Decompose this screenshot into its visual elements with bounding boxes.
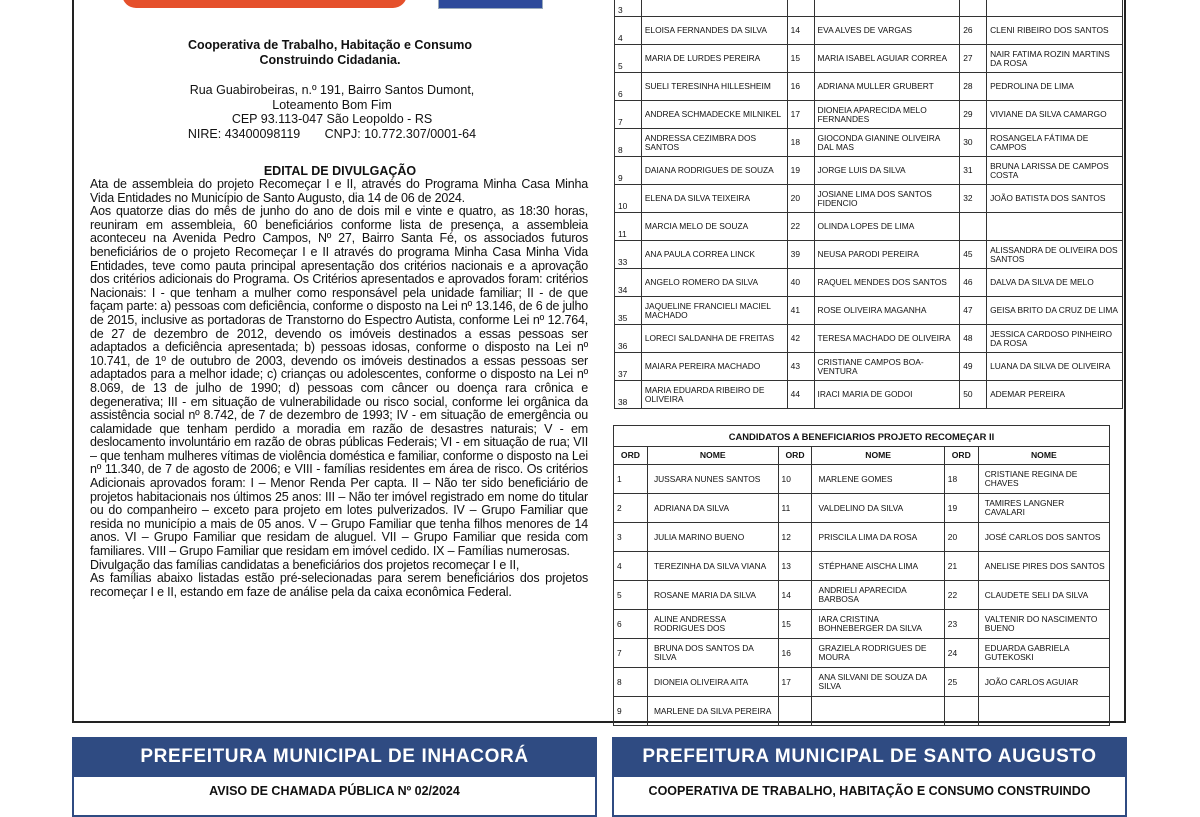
ord-cell: 5: [614, 581, 648, 610]
ord-cell: 18: [787, 129, 814, 157]
ord-cell: 15: [778, 610, 812, 639]
ord-cell: 37: [615, 353, 642, 381]
ord-cell: 29: [960, 101, 987, 129]
name-cell: LUANA DA SILVA DE OLIVEIRA: [987, 353, 1123, 381]
ord-cell: 41: [787, 297, 814, 325]
ord-cell: 3: [615, 0, 642, 17]
ord-cell: 19: [787, 157, 814, 185]
table-row: [614, 581, 1110, 610]
beneficiaries-table-recomecar-2: [613, 425, 1110, 726]
ord-cell: 45: [960, 241, 987, 269]
inhacora-banner: PREFEITURA MUNICIPAL DE INHACORÁ: [72, 737, 597, 777]
ord-cell: [960, 0, 987, 17]
name-cell: PEDROLINA DE LIMA: [987, 73, 1123, 101]
name-cell: ALISSANDRA DE OLIVEIRA DOS SANTOS: [987, 241, 1123, 269]
name-cell: JESSICA CARDOSO PINHEIRO DA ROSA: [987, 325, 1123, 353]
name-cell: EVA ALVES DE VARGAS: [814, 17, 960, 45]
name-cell: ANA PAULA CORREA LINCK: [641, 241, 787, 269]
coop-name-line2: Construindo Cidadania.: [259, 53, 401, 67]
table-row: [615, 325, 1123, 353]
ord-cell: 22: [787, 213, 814, 241]
name-cell: PRISCILA LIMA DA ROSA: [812, 523, 944, 552]
ord-cell: 8: [615, 129, 642, 157]
ord-cell: 14: [787, 17, 814, 45]
name-cell: [987, 0, 1123, 17]
name-cell: MARIA EDUARDA RIBEIRO DE OLIVEIRA: [641, 381, 787, 409]
ord-cell: 31: [960, 157, 987, 185]
ord-cell: 3: [614, 523, 648, 552]
ord-cell: 21: [944, 552, 978, 581]
santo-augusto-notice-box: [612, 777, 1127, 817]
table-row: [614, 668, 1110, 697]
edital-body: [90, 178, 588, 599]
name-cell: CLAUDETE SELI DA SILVA: [978, 581, 1109, 610]
ord-cell: 20: [787, 185, 814, 213]
ord-cell: 33: [615, 241, 642, 269]
table-row: [615, 213, 1123, 241]
beneficiaries-table-recomecar-1: [614, 0, 1123, 409]
ord-cell: 10: [615, 185, 642, 213]
ord-cell: 14: [778, 581, 812, 610]
ord-cell: 36: [615, 325, 642, 353]
ord-cell: 27: [960, 45, 987, 73]
ord-cell: 16: [787, 73, 814, 101]
name-cell: JULIA MARINO BUENO: [647, 523, 778, 552]
name-cell: GRAZIELA RODRIGUES DE MOURA: [812, 639, 944, 668]
ord-cell: 16: [778, 639, 812, 668]
ord-cell: 7: [615, 101, 642, 129]
table-header-row: [614, 447, 1110, 465]
name-cell: TAMIRES LANGNER CAVALARI: [978, 494, 1109, 523]
address-line: Loteamento Bom Fim: [272, 97, 392, 112]
table-row: [615, 269, 1123, 297]
table-row: [614, 639, 1110, 668]
address-line: NIRE: 43400098119 CNPJ: 10.772.307/0001-64: [187, 127, 477, 142]
edital-paragraph: Aos quatorze dias do mês de junho do ano de dois mil e vinte e quatro, as 18:30 horas, reuniram em assembleia, 60 beneficiários conforme lista de presença, a assembleia aconteceu na Avenida Pedro Campos, Nº 27, Bairro Santa Fé, os associados futuros beneficiários de o projeto Recomeçar I e II através do programa Minha Casa Minha Vida Entidades, teve como pauta principal apresentação dos critérios nacionais e a aprovação dos critérios adicionais do Programa. Os Critérios apresentados e aprovados foram: critérios Nacionais: I - que tenham a mulher como responsável pela unidade familiar; II - de que façam parte: a) pessoas com deficiência, conforme o disposto na Lei nº 13.146, de 6 de julho de 2015, inclusive as portadoras de Transtorno do Espectro Autista, conforme Lei nº 12.764, de 27 de dezembro de 2012, devendo os imóveis destinados a essas pessoas ser adaptados a deficiência apresentada; b) pessoas idosas, conforme o disposto na Lei nº 10.741, de 1º de outubro de 2003, devendo os imóveis destinados a essas pessoas ser adaptados para a melhor idade; c) crianças ou adolescentes, conforme o disposto na Lei nº 8.069, de 13 de julho de 1990; d) pessoas com câncer ou doença rara crônica e degenerativa; III - em situação de vulnerabilidade ou risco social, conforme lei orgânica da assistência social nº 8.742, de 7 de dezembro de 1993; IV - em situação de emergência ou calamidade que tenham perdido a moradia em razão de desastres naturais; V - em deslocamento involuntário em razão de obras públicas Federais; VI - em situação de rua; VII – que tenham mulheres vítimas de violência doméstica e familiar, conforme o disposto na Lei nº 11.340, de 7 de agosto de 2006; e VIII - famílias residentes em área de risco. Os critérios Adicionais aprovados foram: I – Menor Renda Per capta. II – Não ter sido beneficiário de projetos habitacionais nos últimos 25 anos: III – Não ter imóvel registrado em nome do titular ou do companheiro – exceto para projeto em lotes pulverizados. IV – Grupo Familiar que resida no município a mais de 05 anos. V – Grupo Familiar que tenha filhos menores de 14 anos. VI – Grupo Familiar que residam de aluguel. VII – Grupo Familiar que resida com familiares. VIII – Grupo Familiar que residam em imóvel cedido. IX – Famílias numerosas.: [90, 204, 588, 559]
column-header: ORD: [778, 447, 812, 465]
ord-cell: 17: [778, 668, 812, 697]
table-row: [615, 73, 1123, 101]
table-row: [615, 297, 1123, 325]
name-cell: ROSANE MARIA DA SILVA: [647, 581, 778, 610]
ord-cell: 49: [960, 353, 987, 381]
name-cell: VALTENIR DO NASCIMENTO BUENO: [978, 610, 1109, 639]
table-row: [614, 494, 1110, 523]
ord-cell: 25: [944, 668, 978, 697]
name-cell: ADRIANA DA SILVA: [647, 494, 778, 523]
ord-cell: 15: [787, 45, 814, 73]
name-cell: [814, 0, 960, 17]
ord-cell: 46: [960, 269, 987, 297]
ord-cell: 12: [778, 523, 812, 552]
table-row: [615, 0, 1123, 17]
ord-cell: [960, 213, 987, 241]
table-row: [615, 17, 1123, 45]
movement-logo-banner: [438, 0, 543, 9]
table-row: [615, 185, 1123, 213]
name-cell: STÉPHANE AISCHA LIMA: [812, 552, 944, 581]
name-cell: ANDRESSA CEZIMBRA DOS SANTOS: [641, 129, 787, 157]
name-cell: BRUNA DOS SANTOS DA SILVA: [647, 639, 778, 668]
name-cell: MAIARA PEREIRA MACHADO: [641, 353, 787, 381]
name-cell: NAIR FATIMA ROZIN MARTINS DA ROSA: [987, 45, 1123, 73]
table-row: [615, 381, 1123, 409]
cooperative-heading: [140, 38, 520, 68]
name-cell: JAQUELINE FRANCIELI MACIEL MACHADO: [641, 297, 787, 325]
name-cell: EDUARDA GABRIELA GUTEKOSKI: [978, 639, 1109, 668]
ord-cell: 9: [615, 157, 642, 185]
name-cell: GIOCONDA GIANINE OLIVEIRA DAL MAS: [814, 129, 960, 157]
logo-right-text: [449, 0, 534, 1]
name-cell: [641, 0, 787, 17]
table-row: [614, 697, 1110, 726]
name-cell: TEREZINHA DA SILVA VIANA: [647, 552, 778, 581]
name-cell: [987, 213, 1123, 241]
table-row: [614, 465, 1110, 494]
name-cell: ADRIANA MULLER GRUBERT: [814, 73, 960, 101]
inhacora-notice-box: [72, 777, 597, 817]
coop-name-line1: Cooperativa de Trabalho, Habitação e Consumo: [187, 38, 473, 52]
ord-cell: [787, 0, 814, 17]
name-cell: ANDRIELI APARECIDA BARBOSA: [812, 581, 944, 610]
name-cell: MARCIA MELO DE SOUZA: [641, 213, 787, 241]
name-cell: ROSANGELA FÁTIMA DE CAMPOS: [987, 129, 1123, 157]
name-cell: [812, 697, 944, 726]
santo-augusto-notice-title: COOPERATIVA DE TRABALHO, HABITAÇÃO E CONSUMO CONSTRUINDO: [648, 784, 1091, 798]
name-cell: DAIANA RODRIGUES DE SOUZA: [641, 157, 787, 185]
ord-cell: 30: [960, 129, 987, 157]
table-row: [615, 45, 1123, 73]
name-cell: IARA CRISTINA BOHNEBERGER DA SILVA: [812, 610, 944, 639]
ord-cell: 39: [787, 241, 814, 269]
column-header: ORD: [614, 447, 648, 465]
ord-cell: 1: [614, 465, 648, 494]
column-header: ORD: [944, 447, 978, 465]
ord-cell: [778, 697, 812, 726]
column-header: NOME: [647, 447, 778, 465]
name-cell: DIONEIA OLIVEIRA AITA: [647, 668, 778, 697]
ord-cell: 38: [615, 381, 642, 409]
ord-cell: 40: [787, 269, 814, 297]
ord-cell: 6: [615, 73, 642, 101]
ord-cell: 34: [615, 269, 642, 297]
edital-paragraph: Divulgação das famílias candidatas a beneficiários dos projetos recomeçar I e II,: [90, 557, 520, 572]
edital-paragraph: As famílias abaixo listadas estão pré-selecionadas para serem beneficiários dos projetos recomeçar I e II, estando em faze de análise pela da caixa econômica Federal.: [90, 571, 588, 599]
ord-cell: 8: [614, 668, 648, 697]
name-cell: OLINDA LOPES DE LIMA: [814, 213, 960, 241]
ord-cell: 19: [944, 494, 978, 523]
name-cell: TERESA MACHADO DE OLIVEIRA: [814, 325, 960, 353]
ord-cell: 9: [614, 697, 648, 726]
ord-cell: 18: [944, 465, 978, 494]
table-row: [615, 101, 1123, 129]
ord-cell: 35: [615, 297, 642, 325]
name-cell: DALVA DA SILVA DE MELO: [987, 269, 1123, 297]
name-cell: NEUSA PARODI PEREIRA: [814, 241, 960, 269]
name-cell: MARLENE GOMES: [812, 465, 944, 494]
name-cell: ANGELO ROMERO DA SILVA: [641, 269, 787, 297]
name-cell: ELOISA FERNANDES DA SILVA: [641, 17, 787, 45]
name-cell: MARIA ISABEL AGUIAR CORREA: [814, 45, 960, 73]
ord-cell: 32: [960, 185, 987, 213]
name-cell: ELENA DA SILVA TEIXEIRA: [641, 185, 787, 213]
table-row: [615, 353, 1123, 381]
ord-cell: 28: [960, 73, 987, 101]
ord-cell: [944, 697, 978, 726]
ord-cell: 11: [778, 494, 812, 523]
ord-cell: 23: [944, 610, 978, 639]
table-row: [615, 157, 1123, 185]
ord-cell: 4: [614, 552, 648, 581]
name-cell: ANELISE PIRES DOS SANTOS: [978, 552, 1109, 581]
table-row: [614, 610, 1110, 639]
ord-cell: 11: [615, 213, 642, 241]
name-cell: [978, 697, 1109, 726]
name-cell: JOÃO BATISTA DOS SANTOS: [987, 185, 1123, 213]
table-row: [615, 241, 1123, 269]
edital-title: EDITAL DE DIVULGAÇÃO: [263, 164, 417, 178]
ord-cell: 50: [960, 381, 987, 409]
ord-cell: 10: [778, 465, 812, 494]
table-row: [615, 129, 1123, 157]
ord-cell: 6: [614, 610, 648, 639]
name-cell: JOÃO CARLOS AGUIAR: [978, 668, 1109, 697]
address-line: Rua Guabirobeiras, n.º 191, Bairro Santos Dumont,: [189, 83, 475, 97]
ord-cell: 22: [944, 581, 978, 610]
table-title-row: [614, 426, 1110, 447]
ord-cell: 26: [960, 17, 987, 45]
name-cell: CLENI RIBEIRO DOS SANTOS: [987, 17, 1123, 45]
ord-cell: 4: [615, 17, 642, 45]
name-cell: VALDELINO DA SILVA: [812, 494, 944, 523]
name-cell: CRISTIANE REGINA DE CHAVES: [978, 465, 1109, 494]
ord-cell: 47: [960, 297, 987, 325]
name-cell: ROSE OLIVEIRA MAGANHA: [814, 297, 960, 325]
name-cell: DIONEIA APARECIDA MELO FERNANDES: [814, 101, 960, 129]
santo-augusto-banner: PREFEITURA MUNICIPAL DE SANTO AUGUSTO: [612, 737, 1127, 777]
ord-cell: 5: [615, 45, 642, 73]
name-cell: MARLENE DA SILVA PEREIRA: [647, 697, 778, 726]
name-cell: JOSÉ CARLOS DOS SANTOS: [978, 523, 1109, 552]
table-title: CANDIDATOS A BENEFICIARIOS PROJETO RECOMEÇAR II: [614, 426, 1110, 447]
name-cell: IRACI MARIA DE GODOI: [814, 381, 960, 409]
address-line: CEP 93.113-047 São Leopoldo - RS: [231, 112, 433, 127]
column-header: NOME: [812, 447, 944, 465]
name-cell: JOSIANE LIMA DOS SANTOS FIDENCIO: [814, 185, 960, 213]
name-cell: SUELI TERESINHA HILLESHEIM: [641, 73, 787, 101]
name-cell: ALINE ANDRESSA RODRIGUES DOS: [647, 610, 778, 639]
ord-cell: 48: [960, 325, 987, 353]
column-header: NOME: [978, 447, 1109, 465]
ord-cell: 2: [614, 494, 648, 523]
inhacora-notice-title: AVISO DE CHAMADA PÚBLICA Nº 02/2024: [209, 784, 460, 798]
ord-cell: 42: [787, 325, 814, 353]
name-cell: ADEMAR PEREIRA: [987, 381, 1123, 409]
name-cell: ANDREA SCHMADECKE MILNIKEL: [641, 101, 787, 129]
name-cell: RAQUEL MENDES DOS SANTOS: [814, 269, 960, 297]
name-cell: GEISA BRITO DA CRUZ DE LIMA: [987, 297, 1123, 325]
cooperative-address: [140, 83, 524, 142]
name-cell: JUSSARA NUNES SANTOS: [647, 465, 778, 494]
name-cell: MARIA DE LURDES PEREIRA: [641, 45, 787, 73]
cooperative-logo-banner: [122, 0, 407, 8]
ord-cell: 13: [778, 552, 812, 581]
name-cell: JORGE LUIS DA SILVA: [814, 157, 960, 185]
ord-cell: 7: [614, 639, 648, 668]
edital-paragraph: Ata de assembleia do projeto Recomeçar I e II, através do Programa Minha Casa Minha Vida Entidades no Município de Santo Augusto, dia 14 de 06 de 2024.: [90, 177, 588, 205]
name-cell: CRISTIANE CAMPOS BOA-VENTURA: [814, 353, 960, 381]
ord-cell: 43: [787, 353, 814, 381]
table-row: [614, 523, 1110, 552]
name-cell: LORECI SALDANHA DE FREITAS: [641, 325, 787, 353]
ord-cell: 24: [944, 639, 978, 668]
ord-cell: 20: [944, 523, 978, 552]
name-cell: ANA SILVANI DE SOUZA DA SILVA: [812, 668, 944, 697]
ord-cell: 44: [787, 381, 814, 409]
ord-cell: 17: [787, 101, 814, 129]
name-cell: BRUNA LARISSA DE CAMPOS COSTA: [987, 157, 1123, 185]
table-row: [614, 552, 1110, 581]
name-cell: VIVIANE DA SILVA CAMARGO: [987, 101, 1123, 129]
